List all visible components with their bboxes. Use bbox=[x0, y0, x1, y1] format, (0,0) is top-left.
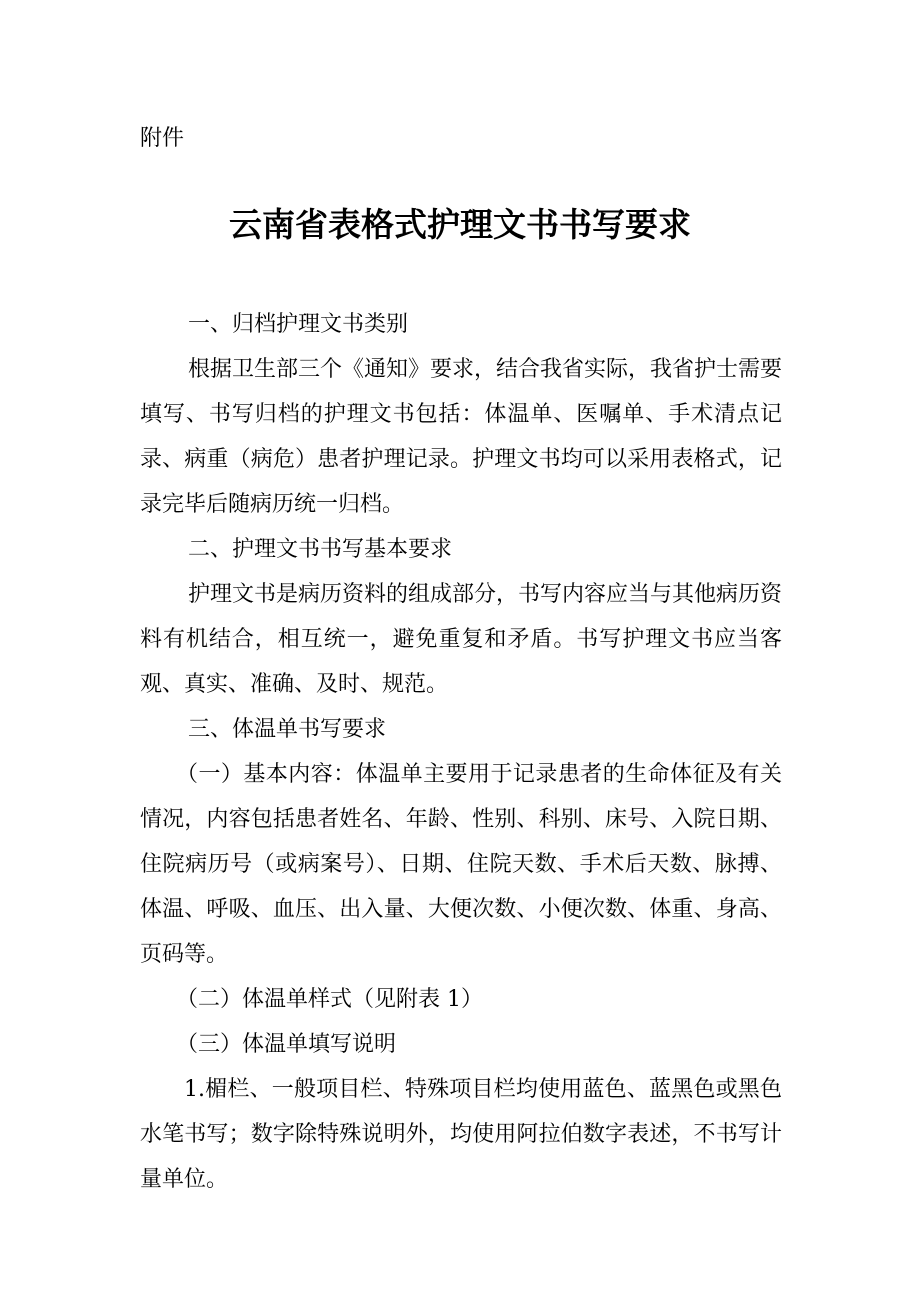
section-3-subsection-2: （二）体温单样式（见附表 1） bbox=[176, 987, 483, 1012]
section-2-heading: 二、护理文书书写基本要求 bbox=[188, 537, 453, 562]
section-3-item-1: 1.楣栏、一般项目栏、特殊项目栏均使用蓝色、蓝黑色或黑色水笔书写；数字除特殊说明外，均使用阿拉伯数字表述，不书写计量单位。 bbox=[140, 1077, 782, 1192]
section-2-paragraph: 护理文书是病历资料的组成部分，书写内容应当与其他病历资料有机结合，相互统一，避免重复和矛盾。书写护理文书应当客观、真实、准确、及时、规范。 bbox=[140, 582, 783, 697]
section-1-paragraph: 根据卫生部三个《通知》要求，结合我省实际，我省护士需要填写、书写归档的护理文书包括：体温单、医嘱单、手术清点记录、病重（病危）患者护理记录。护理文书均可以采用表格式，记录完毕后随病历统一归档。 bbox=[140, 357, 783, 517]
section-3-subsection-3: （三）体温单填写说明 bbox=[176, 1032, 397, 1057]
section-3-subsection-1: （一）基本内容：体温单主要用于记录患者的生命体征及有关情况，内容包括患者姓名、年龄、性别、科别、床号、入院日期、住院病历号（或病案号）、日期、住院天数、手术后天数、脉搏、体温、呼吸、血压、出入量、大便次数、小便次数、体重、身高、页码等。 bbox=[140, 762, 782, 967]
document-title: 云南省表格式护理文书书写要求 bbox=[229, 205, 691, 244]
section-1-heading: 一、归档护理文书类别 bbox=[188, 312, 409, 337]
document-body bbox=[140, 302, 782, 1202]
attachment-label: 附件 bbox=[140, 126, 185, 151]
section-3-heading: 三、体温单书写要求 bbox=[188, 717, 387, 742]
